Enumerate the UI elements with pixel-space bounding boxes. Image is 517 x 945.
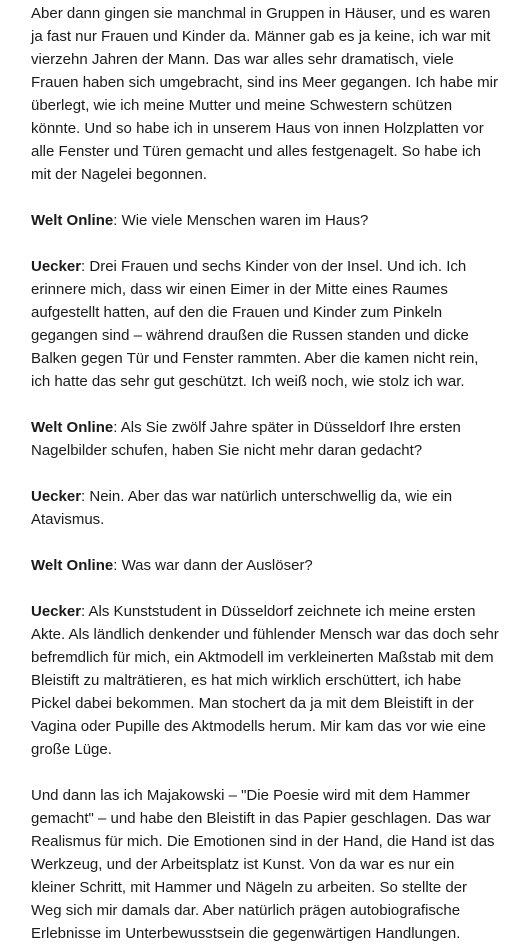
- interview-answer: [31, 600, 501, 761]
- speaker-label: Welt Online: [31, 419, 114, 436]
- paragraph-text: : Wie viele Menschen waren im Haus?: [113, 212, 369, 229]
- paragraph-text: : Als Sie zwölf Jahre später in Düsseldorf Ihre ersten Nagelbilder schufen, haben Sie nicht mehr daran gedacht?: [31, 419, 461, 459]
- interview-answer: [31, 485, 501, 531]
- paragraph-text: : Nein. Aber das war natürlich unterschwellig da, wie ein Atavismus.: [31, 488, 453, 528]
- speaker-label: Uecker: [31, 258, 82, 275]
- interview-answer: [31, 255, 501, 393]
- speaker-label: Uecker: [31, 488, 82, 505]
- paragraph: [31, 2, 501, 186]
- paragraph-text: : Drei Frauen und sechs Kinder von der Insel. Und ich. Ich erinnere mich, dass wir einen Eimer in der Mitte eines Raumes aufgestellt hatten, auf den die Frauen und Kinder zum Pinkeln gegangen sind – während draußen die Russen standen und dicke Balken gegen Tür und Fenster rammten. Aber die kamen nicht rein, ich hatte das sehr gut geschützt. Ich weiß noch, wie stolz ich war.: [31, 258, 479, 390]
- interview-question: [31, 416, 501, 462]
- interview-question: [31, 554, 501, 577]
- paragraph-text: Und dann las ich Majakowski – "Die Poesie wird mit dem Hammer gemacht" – und habe den Bleistift in das Papier geschlagen. Das war Realismus für mich. Die Emotionen sind in der Hand, die Hand ist das Werkzeug, und der Arbeitsplatz ist Kunst. Von da war es nur ein kleiner Schritt, mit Hammer und Nägeln zu arbeiten. So stellte der Weg sich mir damals dar. Aber natürlich prägen autobiografische Erlebnisse im Unterbewusstsein die gegenwärtigen Handlungen.: [31, 787, 495, 942]
- speaker-label: Welt Online: [31, 557, 114, 574]
- paragraph-text: : Als Kunststudent in Düsseldorf zeichnete ich meine ersten Akte. Als ländlich denkender und fühlender Mensch war das doch sehr befremdlich für mich, ein Aktmodell im verkleinerten Maßstab mit dem Bleistift zu malträtieren, es hat mich wirklich erschüttert, ich habe Pickel dabei bekommen. Man stochert da ja mit dem Bleistift in der Vagina oder Pupille des Aktmodells herum. Mir kam das vor wie eine große Lüge.: [31, 603, 499, 758]
- paragraph-text: : Was war dann der Auslöser?: [113, 557, 313, 574]
- speaker-label: Welt Online: [31, 212, 114, 229]
- interview-question: [31, 209, 501, 232]
- paragraph: [31, 784, 501, 945]
- paragraph-text: Aber dann gingen sie manchmal in Gruppen in Häuser, und es waren ja fast nur Frauen und Kinder da. Männer gab es ja keine, ich war mit vierzehn Jahren der Mann. Das war alles sehr dramatisch, viele Frauen haben sich umgebracht, sind ins Meer gegangen. Ich habe mir überlegt, wie ich meine Mutter und meine Schwestern schützen könnte. Und so habe ich in unserem Haus von innen Holzplatten vor alle Fenster und Türen gemacht und alles festgenagelt. So habe ich mit der Nagelei begonnen.: [31, 5, 498, 183]
- speaker-label: Uecker: [31, 603, 82, 620]
